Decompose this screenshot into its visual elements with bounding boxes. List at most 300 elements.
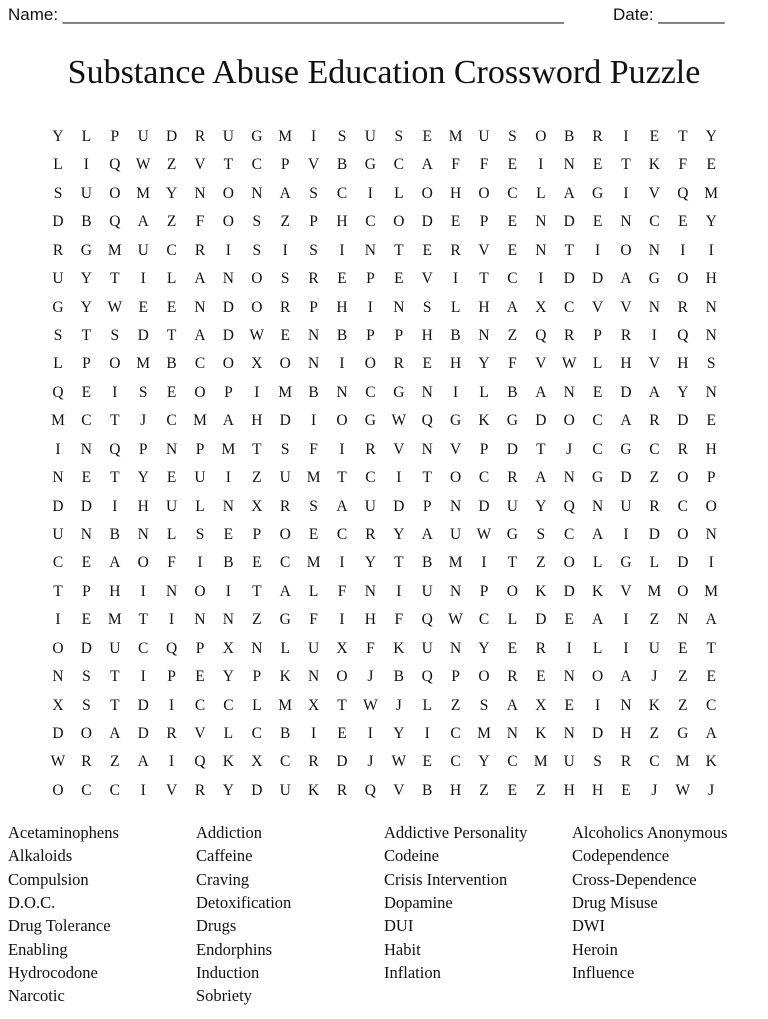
- word-list-item: Narcotic: [8, 986, 65, 1006]
- grid-letter: Y: [478, 355, 490, 373]
- grid-letter: A: [194, 327, 206, 344]
- grid-letter: Y: [705, 128, 717, 145]
- grid-letter: D: [137, 327, 149, 344]
- grid-letter: T: [337, 696, 347, 714]
- grid-letter: C: [706, 696, 717, 714]
- grid-letter: R: [620, 753, 632, 771]
- grid-letter: C: [223, 696, 234, 714]
- grid-letter: F: [451, 156, 460, 174]
- grid-letter: Q: [109, 440, 121, 458]
- grid-letter: Y: [393, 725, 405, 743]
- grid-letter: E: [337, 725, 347, 743]
- grid-letter: O: [80, 725, 92, 743]
- grid-letter: A: [705, 725, 717, 743]
- grid-letter: Q: [421, 611, 433, 629]
- grid-letter: A: [591, 526, 604, 544]
- grid-letter: K: [591, 582, 604, 600]
- grid-letter: J: [566, 440, 573, 458]
- grid-letter: M: [51, 412, 65, 430]
- date-field[interactable]: Date: _______: [613, 5, 725, 24]
- grid-letter: C: [592, 412, 603, 430]
- grid-letter: P: [252, 668, 262, 686]
- grid-letter: U: [80, 184, 92, 202]
- grid-letter: E: [394, 270, 404, 288]
- grid-letter: L: [308, 582, 319, 600]
- grid-letter: O: [677, 526, 689, 544]
- grid-letter: Z: [649, 469, 660, 487]
- grid-letter: H: [449, 781, 462, 799]
- grid-letter: C: [81, 781, 92, 799]
- grid-letter: V: [165, 781, 178, 799]
- grid-letter: M: [647, 582, 662, 600]
- grid-letter: N: [307, 355, 320, 373]
- grid-letter: C: [166, 412, 177, 430]
- grid-letter: C: [507, 753, 518, 771]
- grid-letter: T: [706, 639, 716, 657]
- grid-letter: M: [193, 412, 207, 430]
- grid-letter: X: [307, 696, 320, 714]
- word-list-item: Drug Tolerance: [8, 916, 111, 936]
- grid-letter: S: [280, 440, 290, 458]
- grid-letter: N: [336, 383, 348, 401]
- grid-letter: E: [81, 611, 92, 629]
- grid-letter: N: [506, 725, 518, 743]
- grid-letter: A: [421, 156, 433, 174]
- grid-letter: N: [52, 668, 64, 686]
- grid-letter: G: [251, 128, 263, 145]
- grid-letter: D: [535, 412, 547, 430]
- grid-letter: Y: [478, 753, 490, 771]
- grid-letter: E: [280, 327, 290, 344]
- grid-letter: E: [706, 156, 716, 174]
- grid-letter: E: [678, 213, 688, 231]
- grid-letter: N: [591, 497, 604, 515]
- grid-letter: R: [507, 668, 518, 686]
- grid-letter: E: [308, 526, 319, 544]
- grid-letter: C: [450, 725, 461, 743]
- grid-letter: S: [53, 327, 63, 344]
- grid-letter: B: [166, 355, 177, 373]
- grid-letter: O: [194, 383, 206, 401]
- grid-letter: G: [52, 298, 64, 316]
- grid-letter: K: [307, 781, 320, 799]
- grid-letter: P: [479, 213, 489, 231]
- grid-letter: E: [166, 298, 177, 316]
- grid-letter: O: [563, 554, 575, 572]
- grid-letter: D: [80, 497, 92, 515]
- grid-letter: N: [364, 241, 376, 259]
- grid-letter: I: [169, 696, 175, 714]
- grid-letter: R: [194, 128, 206, 145]
- grid-letter: O: [364, 355, 376, 373]
- grid-letter: S: [593, 753, 602, 771]
- grid-letter: O: [222, 213, 234, 231]
- word-list-item: Hydrocodone: [8, 962, 98, 982]
- grid-letter: M: [477, 725, 491, 743]
- grid-letter: V: [648, 355, 660, 373]
- grid-letter: P: [252, 526, 262, 544]
- grid-letter: T: [53, 582, 63, 600]
- grid-letter: J: [367, 753, 374, 771]
- word-list-item: Acetaminophens: [8, 823, 119, 842]
- grid-letter: I: [112, 383, 118, 401]
- grid-letter: N: [620, 213, 632, 231]
- grid-letter: I: [311, 725, 317, 743]
- grid-letter: M: [278, 696, 293, 714]
- grid-letter: O: [109, 184, 121, 202]
- grid-letter: Q: [364, 781, 376, 799]
- grid-letter: C: [251, 725, 262, 743]
- word-list-item: Cross-Dependence: [572, 869, 697, 889]
- grid-letter: I: [339, 611, 345, 629]
- grid-letter: S: [110, 327, 120, 344]
- grid-letter: P: [479, 440, 489, 458]
- grid-letter: D: [393, 497, 405, 515]
- grid-letter: U: [506, 497, 518, 515]
- grid-letter: J: [140, 412, 147, 430]
- grid-letter: L: [252, 696, 262, 714]
- grid-letter: I: [396, 582, 402, 600]
- grid-letter: A: [705, 611, 717, 629]
- grid-letter: I: [55, 440, 61, 458]
- grid-letter: I: [140, 668, 146, 686]
- grid-letter: F: [337, 582, 347, 600]
- grid-letter: N: [307, 668, 320, 686]
- grid-letter: O: [478, 184, 490, 202]
- grid-letter: S: [280, 270, 290, 288]
- grid-letter: G: [677, 725, 689, 743]
- page-title: Substance Abuse Education Crossword Puzzle: [67, 54, 701, 91]
- grid-letter: N: [449, 582, 462, 600]
- grid-letter: R: [194, 781, 206, 799]
- grid-letter: I: [83, 156, 89, 174]
- grid-letter: K: [279, 668, 291, 686]
- grid-letter: N: [620, 696, 632, 714]
- grid-letter: D: [336, 753, 348, 771]
- grid-letter: E: [564, 611, 574, 629]
- grid-letter: Y: [393, 526, 405, 544]
- grid-letter: T: [422, 469, 432, 487]
- grid-letter: A: [591, 611, 604, 629]
- grid-letter: I: [225, 582, 231, 600]
- grid-letter: I: [623, 639, 629, 657]
- word-list-item: Habit: [384, 939, 421, 959]
- grid-letter: L: [195, 497, 205, 515]
- grid-letter: I: [339, 440, 345, 458]
- grid-letter: J: [367, 668, 374, 686]
- grid-letter: Z: [507, 327, 518, 344]
- grid-letter: M: [278, 128, 293, 145]
- grid-letter: N: [80, 440, 92, 458]
- grid-letter: P: [167, 668, 176, 686]
- grid-letter: B: [422, 781, 433, 799]
- grid-letter: D: [648, 526, 660, 544]
- grid-letter: E: [422, 241, 432, 259]
- grid-letter: F: [167, 554, 176, 572]
- grid-letter: Q: [677, 327, 689, 344]
- grid-letter: D: [52, 497, 64, 515]
- grid-letter: B: [308, 383, 319, 401]
- grid-letter: H: [251, 412, 263, 430]
- grid-letter: I: [197, 554, 203, 572]
- grid-letter: I: [623, 611, 629, 629]
- grid-letter: I: [225, 469, 231, 487]
- grid-letter: F: [678, 156, 688, 174]
- grid-letter: R: [52, 241, 64, 259]
- grid-letter: D: [563, 270, 575, 288]
- grid-letter: Y: [165, 184, 178, 202]
- grid-letter: U: [364, 128, 376, 145]
- grid-letter: C: [507, 184, 518, 202]
- word-list-item: Drug Misuse: [572, 892, 658, 912]
- grid-letter: P: [138, 440, 148, 458]
- grid-letter: E: [678, 639, 688, 657]
- grid-letter: S: [508, 128, 517, 145]
- word-list-item: Addiction: [196, 823, 262, 842]
- word-list-item: Alcoholics Anonymous: [572, 823, 728, 842]
- grid-letter: Z: [678, 668, 688, 686]
- grid-letter: W: [363, 696, 378, 714]
- grid-letter: M: [448, 128, 463, 145]
- grid-letter: S: [195, 526, 205, 544]
- grid-letter: N: [677, 611, 689, 629]
- grid-letter: W: [391, 753, 407, 771]
- grid-letter: M: [107, 241, 122, 259]
- grid-letter: F: [394, 611, 404, 629]
- grid-letter: V: [421, 270, 433, 288]
- grid-letter: I: [112, 497, 118, 515]
- grid-letter: D: [279, 412, 291, 430]
- grid-letter: B: [507, 383, 518, 401]
- grid-letter: A: [109, 554, 121, 572]
- grid-letter: L: [422, 696, 432, 714]
- grid-letter: P: [366, 327, 375, 344]
- grid-letter: M: [533, 753, 548, 771]
- grid-letter: E: [564, 696, 574, 714]
- word-list-item: Compulsion: [8, 869, 89, 889]
- grid-letter: E: [166, 383, 177, 401]
- grid-letter: S: [309, 241, 318, 259]
- grid-letter: U: [563, 753, 575, 771]
- grid-letter: U: [137, 128, 149, 145]
- grid-letter: I: [481, 554, 487, 572]
- grid-letter: D: [591, 725, 604, 743]
- grid-letter: P: [195, 440, 205, 458]
- grid-letter: P: [309, 298, 318, 316]
- grid-letter: Y: [705, 213, 717, 231]
- grid-letter: A: [137, 213, 149, 231]
- grid-letter: B: [81, 213, 92, 231]
- grid-letter: W: [50, 753, 66, 771]
- grid-letter: O: [506, 582, 518, 600]
- grid-letter: H: [563, 781, 575, 799]
- grid-letter: R: [677, 298, 688, 316]
- grid-letter: C: [194, 355, 206, 373]
- grid-letter: A: [421, 526, 433, 544]
- grid-letter: L: [507, 611, 518, 629]
- grid-letter: N: [535, 241, 547, 259]
- grid-letter: W: [675, 781, 691, 799]
- grid-letter: Y: [364, 554, 376, 572]
- word-list-item: Alkaloids: [8, 846, 73, 866]
- grid-letter: O: [336, 668, 348, 686]
- grid-letter: T: [621, 156, 631, 174]
- grid-letter: N: [648, 241, 660, 259]
- grid-letter: P: [309, 213, 318, 231]
- grid-letter: A: [336, 497, 348, 515]
- grid-letter: H: [620, 725, 632, 743]
- grid-letter: O: [677, 582, 689, 600]
- grid-letter: F: [479, 156, 489, 174]
- grid-letter: B: [564, 128, 575, 145]
- grid-letter: V: [194, 156, 206, 174]
- grid-letter: N: [137, 526, 149, 544]
- grid-letter: Q: [194, 753, 206, 771]
- grid-letter: R: [308, 753, 319, 771]
- grid-letter: C: [280, 554, 291, 572]
- grid-letter: Z: [252, 611, 262, 629]
- grid-letter: V: [620, 582, 632, 600]
- grid-letter: U: [109, 639, 121, 657]
- grid-letter: I: [169, 753, 175, 771]
- grid-letter: E: [706, 668, 716, 686]
- grid-letter: U: [648, 639, 660, 657]
- grid-letter: N: [393, 298, 405, 316]
- grid-letter: K: [535, 582, 547, 600]
- word-list-item: Enabling: [8, 939, 68, 959]
- grid-letter: P: [82, 582, 91, 600]
- grid-letter: R: [620, 327, 632, 344]
- grid-letter: O: [535, 128, 547, 145]
- grid-letter: K: [535, 725, 547, 743]
- grid-letter: H: [478, 298, 490, 316]
- grid-letter: T: [110, 469, 120, 487]
- grid-letter: H: [336, 213, 348, 231]
- grid-letter: C: [649, 213, 660, 231]
- grid-letter: D: [222, 298, 234, 316]
- grid-letter: B: [422, 554, 433, 572]
- grid-letter: S: [706, 355, 716, 373]
- grid-letter: K: [705, 753, 717, 771]
- grid-letter: S: [252, 241, 262, 259]
- grid-letter: F: [195, 213, 205, 231]
- word-list-item: Heroin: [572, 939, 618, 959]
- grid-letter: O: [393, 213, 405, 231]
- grid-letter: P: [82, 355, 91, 373]
- grid-letter: R: [194, 241, 206, 259]
- grid-letter: A: [620, 668, 632, 686]
- grid-letter: N: [478, 327, 490, 344]
- word-list-item: Crisis Intervention: [384, 869, 508, 889]
- grid-letter: I: [453, 270, 459, 288]
- grid-letter: P: [110, 128, 120, 145]
- grid-letter: M: [136, 355, 151, 373]
- grid-letter: A: [222, 412, 234, 430]
- grid-letter: L: [479, 383, 489, 401]
- grid-letter: B: [109, 526, 120, 544]
- grid-letter: A: [279, 582, 291, 600]
- grid-letter: G: [364, 412, 376, 430]
- grid-letter: D: [535, 611, 547, 629]
- grid-letter: E: [422, 753, 432, 771]
- grid-letter: H: [449, 355, 462, 373]
- grid-letter: H: [620, 355, 632, 373]
- grid-letter: E: [422, 128, 432, 145]
- grid-letter: A: [648, 383, 660, 401]
- word-list-item: Addictive Personality: [384, 823, 528, 842]
- name-field[interactable]: Name: _____________________________________________________: [8, 5, 564, 24]
- grid-letter: K: [222, 753, 234, 771]
- grid-letter: N: [165, 582, 178, 600]
- grid-letter: L: [450, 298, 461, 316]
- grid-letter: T: [536, 440, 546, 458]
- grid-letter: W: [135, 156, 151, 174]
- grid-letter: N: [222, 611, 234, 629]
- grid-letter: E: [507, 639, 518, 657]
- grid-letter: V: [307, 156, 320, 174]
- grid-letter: D: [165, 128, 178, 145]
- grid-letter: L: [166, 270, 177, 288]
- grid-letter: H: [705, 440, 717, 458]
- grid-letter: S: [82, 696, 91, 714]
- grid-letter: Q: [677, 184, 689, 202]
- grid-letter: H: [677, 355, 689, 373]
- grid-letter: J: [651, 668, 658, 686]
- grid-letter: O: [620, 241, 632, 259]
- grid-letter: P: [422, 497, 432, 515]
- grid-letter: O: [109, 355, 121, 373]
- grid-letter: L: [592, 355, 603, 373]
- grid-letter: C: [336, 184, 348, 202]
- grid-letter: B: [393, 668, 404, 686]
- grid-letter: C: [478, 611, 490, 629]
- grid-letter: H: [591, 781, 604, 799]
- grid-letter: I: [339, 241, 345, 259]
- grid-letter: N: [194, 611, 206, 629]
- grid-letter: Q: [52, 383, 64, 401]
- grid-letter: I: [453, 383, 459, 401]
- grid-letter: I: [367, 725, 373, 743]
- grid-letter: W: [107, 298, 123, 316]
- grid-letter: H: [364, 611, 376, 629]
- grid-letter: Z: [678, 696, 688, 714]
- grid-letter: E: [507, 781, 518, 799]
- grid-letter: Y: [137, 469, 149, 487]
- grid-letter: T: [678, 128, 688, 145]
- grid-letter: G: [591, 184, 604, 202]
- grid-letter: D: [591, 270, 604, 288]
- grid-letter: Q: [109, 156, 121, 174]
- grid-letter: Z: [166, 213, 177, 231]
- grid-letter: L: [649, 554, 660, 572]
- grid-letter: N: [563, 383, 575, 401]
- grid-letter: Y: [222, 668, 234, 686]
- grid-letter: L: [592, 639, 603, 657]
- grid-letter: R: [81, 753, 92, 771]
- grid-letter: H: [449, 184, 462, 202]
- grid-letter: A: [563, 184, 575, 202]
- grid-letter: N: [194, 184, 206, 202]
- grid-letter: E: [621, 781, 631, 799]
- grid-letter: Z: [536, 554, 546, 572]
- grid-letter: R: [336, 781, 348, 799]
- grid-letter: I: [651, 327, 657, 344]
- grid-letter: E: [507, 156, 518, 174]
- grid-letter: G: [506, 412, 518, 430]
- grid-letter: A: [506, 696, 518, 714]
- grid-letter: R: [393, 355, 404, 373]
- grid-letter: P: [280, 156, 290, 174]
